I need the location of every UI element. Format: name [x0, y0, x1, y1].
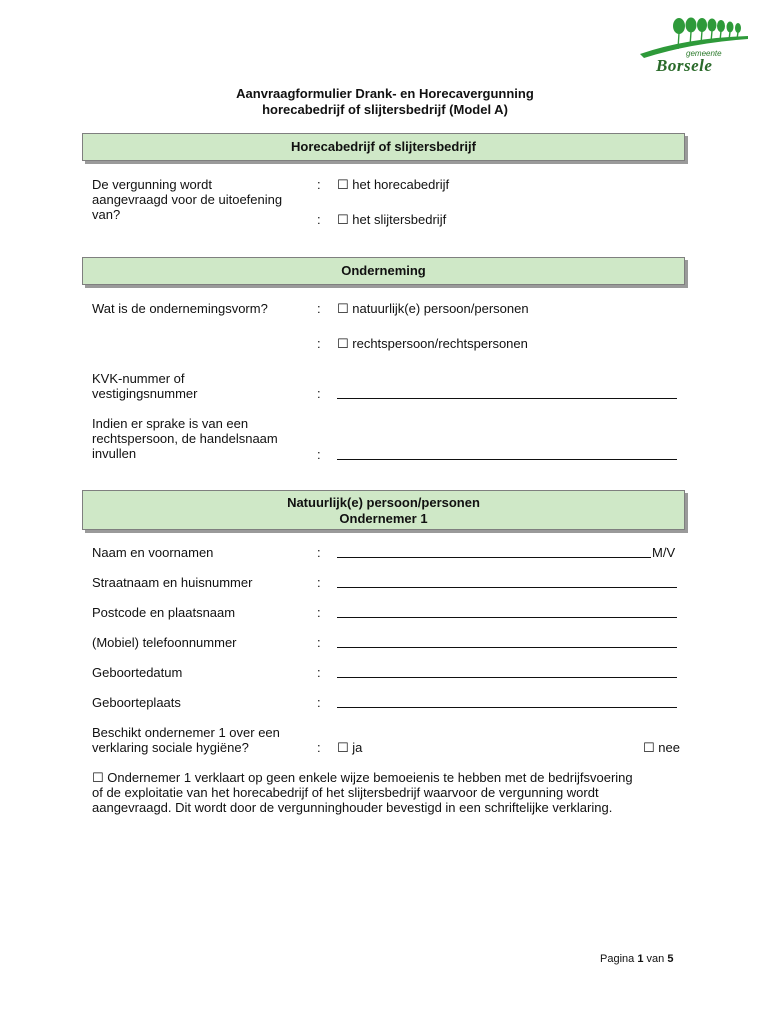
label-naam: Naam en voornamen	[92, 545, 214, 560]
colon: :	[317, 575, 321, 590]
colon: :	[317, 740, 321, 755]
checkbox-hygiene-nee[interactable]: ☐ nee	[643, 740, 680, 755]
question-ondernemingsvorm: Wat is de ondernemingsvorm?	[92, 301, 268, 316]
footer-page: 1	[637, 953, 644, 965]
gemeente-borsele-logo	[636, 16, 750, 74]
checkbox-hygiene-ja[interactable]: ☐ ja	[337, 740, 363, 755]
logo-small-text: gemeente	[686, 49, 722, 58]
field-geboorteplaats[interactable]	[337, 707, 677, 708]
label-kvk-line1: KVK-nummer of	[92, 371, 185, 386]
field-handelsnaam[interactable]	[337, 459, 677, 460]
footer-prefix: Pagina	[600, 953, 635, 965]
colon: :	[317, 695, 321, 710]
section-heading-line1: Natuurlijk(e) persoon/personen	[287, 495, 480, 510]
field-kvk-nummer[interactable]	[337, 398, 677, 399]
label-postcode: Postcode en plaatsnaam	[92, 605, 236, 620]
section-heading-onderneming: Onderneming	[82, 257, 685, 285]
colon: :	[317, 545, 321, 560]
field-naam[interactable]	[337, 557, 651, 558]
declaration-line2: of de exploitatie van het horecabedrijf of het slijtersbedrijf waarvoor de vergunning wordt	[92, 785, 599, 800]
declaration-line1[interactable]: ☐ Ondernemer 1 verklaart op geen enkele wijze bemoeienis te hebben met de bedrijfsvoering	[92, 770, 633, 785]
field-straatnaam[interactable]	[337, 587, 677, 588]
colon: :	[317, 635, 321, 650]
colon: :	[317, 386, 321, 401]
label-handelsnaam-line3: invullen	[92, 446, 137, 461]
form-title-line1: Aanvraagformulier Drank- en Horecavergunning	[236, 86, 534, 101]
field-geboortedatum[interactable]	[337, 677, 677, 678]
label-handelsnaam-line1: Indien er sprake is van een	[92, 416, 249, 431]
label-kvk-line2: vestigingsnummer	[92, 386, 198, 401]
field-telefoon[interactable]	[337, 647, 677, 648]
question-vergunning-line2: aangevraagd voor de uitoefening	[92, 192, 283, 207]
section-heading-line2: Ondernemer 1	[339, 511, 428, 526]
checkbox-slijtersbedrijf[interactable]: ☐ het slijtersbedrijf	[337, 212, 447, 227]
label-telefoon: (Mobiel) telefoonnummer	[92, 635, 237, 650]
label-straatnaam: Straatnaam en huisnummer	[92, 575, 253, 590]
form-title-line2: horecabedrijf of slijtersbedrijf (Model A)	[262, 102, 508, 117]
section-heading-natuurlijk-persoon	[82, 490, 685, 530]
label-geboortedatum: Geboortedatum	[92, 665, 183, 680]
question-vergunning-line3: van?	[92, 207, 121, 222]
footer-middle: van	[646, 953, 665, 965]
checkbox-rechtspersoon[interactable]: ☐ rechtspersoon/rechtspersonen	[337, 336, 528, 351]
section-heading-horecabedrijf: Horecabedrijf of slijtersbedrijf	[82, 133, 685, 161]
checkbox-horecabedrijf[interactable]: ☐ het horecabedrijf	[337, 177, 450, 192]
label-handelsnaam-line2: rechtspersoon, de handelsnaam	[92, 431, 278, 446]
colon: :	[317, 605, 321, 620]
colon: :	[317, 665, 321, 680]
field-postcode[interactable]	[337, 617, 677, 618]
colon: :	[317, 336, 321, 351]
footer-total: 5	[667, 953, 674, 965]
page-number	[600, 953, 673, 965]
checkbox-natuurlijk-persoon[interactable]: ☐ natuurlijk(e) persoon/personen	[337, 301, 529, 316]
label-geboorteplaats: Geboorteplaats	[92, 695, 181, 710]
colon: :	[317, 212, 321, 227]
gender-mv: M/V	[652, 545, 676, 560]
label-hygiene-line1: Beschikt ondernemer 1 over een	[92, 725, 280, 740]
label-hygiene-line2: verklaring sociale hygiëne?	[92, 740, 249, 755]
colon: :	[317, 447, 321, 462]
declaration-line3: aangevraagd. Dit wordt door de vergunninghouder bevestigd in een schriftelijke verklaring.	[92, 800, 613, 815]
logo-name: Borsele	[656, 56, 713, 75]
question-vergunning-line1: De vergunning wordt	[92, 177, 212, 192]
colon: :	[317, 177, 321, 192]
colon: :	[317, 301, 321, 316]
